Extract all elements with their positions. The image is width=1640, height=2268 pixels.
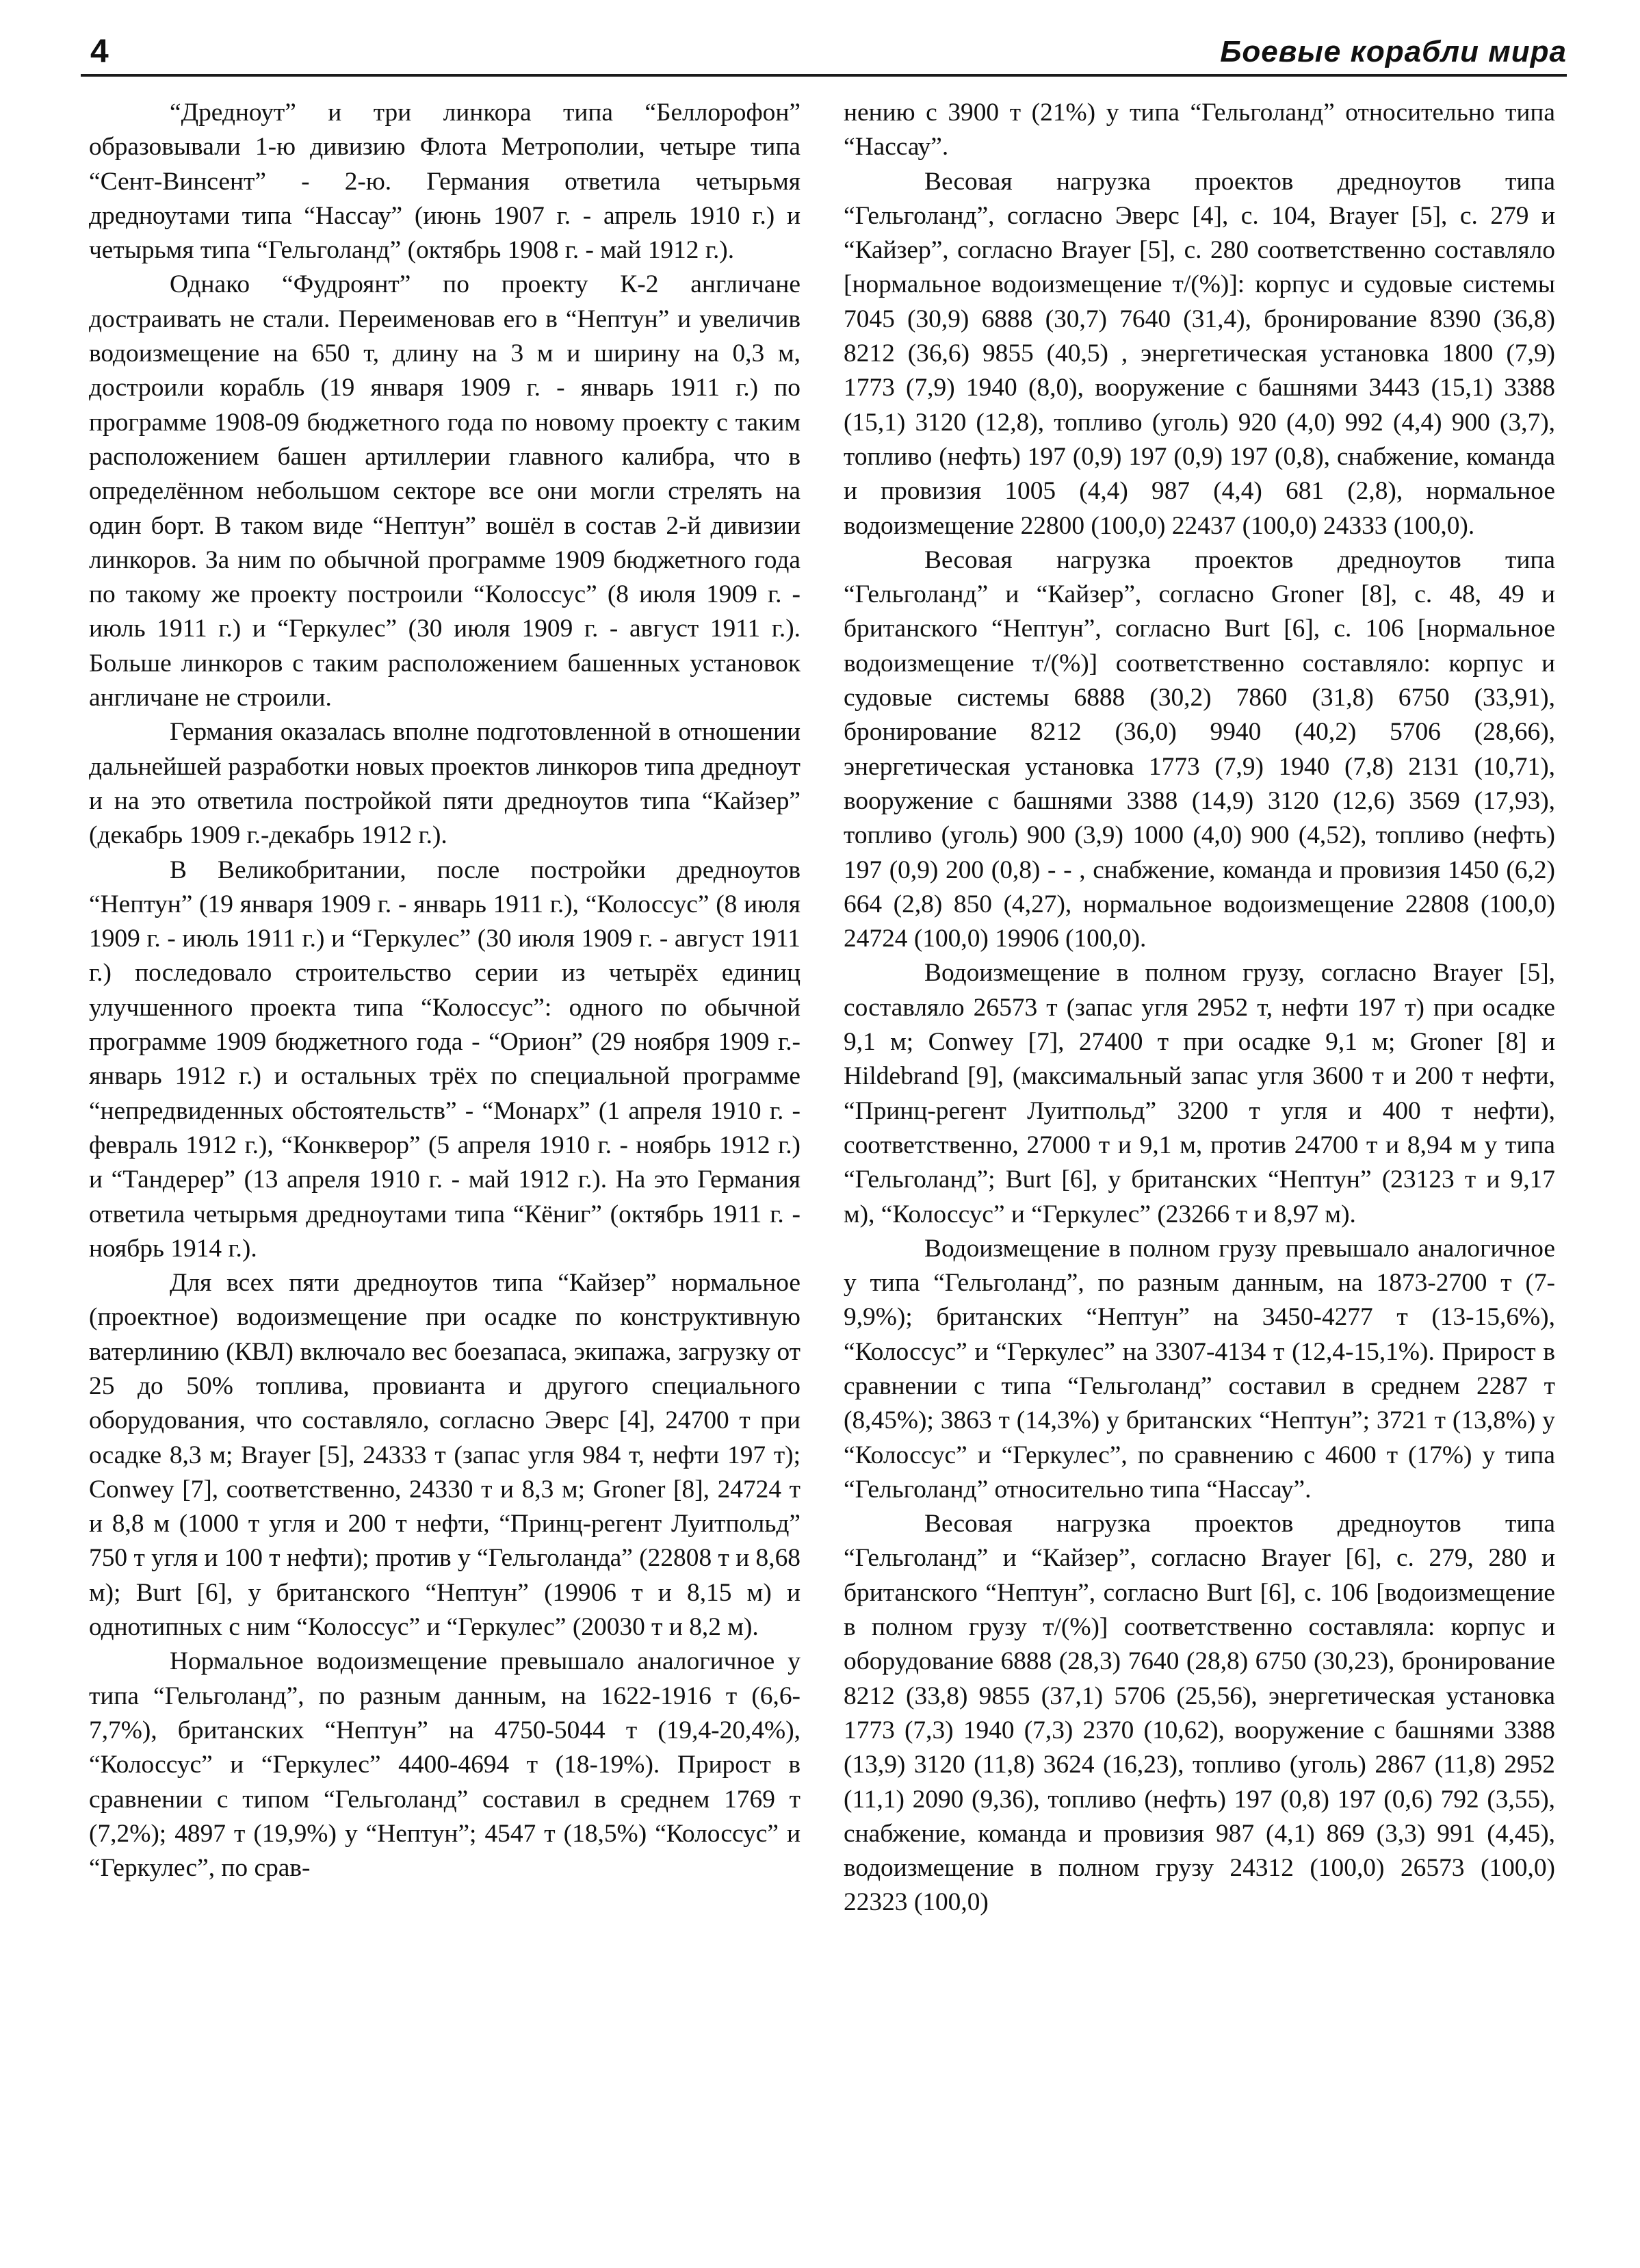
paragraph: В Великобритании, после постройки дредноутов “Нептун” (19 января 1909 г. - январь 1911 г.), “Колоссус” (8 июля 1909 г. - июль 1911 г.) и “Геркулес” (30 июля 1909 г. - август 1911 г.) последовало строительство серии из четырёх единиц улучшенного проекта типа “Колоссус”: одного по обычной программе 1909 бюджетного года - “Орион” (29 ноября 1909 г.- январь 1912 г.) и остальных трёх по специальной программе “непредвиденных обстоятельств” - “Монарх” (1 апреля 1910 г. - февраль 1912 г.), “Конкверор” (5 апреля 1910 г. - ноябрь 1912 г.) и “Тандерер” (13 апреля 1910 г. - май 1912 г.). На это Германия ответила четырьмя дредноутами типа “Кёниг” (октябрь 1911 г. - ноябрь 1914 г.). <box>89 855 801 1263</box>
paragraph: “Дредноут” и три линкора типа “Беллорофон” образовывали 1-ю дивизию Флота Метрополии, четыре типа “Сент-Винсент” - 2-ю. Германия ответила четырьмя дредноутами типа “Нассау” (июнь 1907 г. - апрель 1910 г.) и четырьмя типа “Гельголанд” (октябрь 1908 г. - май 1912 г.). <box>89 99 801 265</box>
paragraph: Водоизмещение в полном грузу, согласно Brayer [5], составляло 26573 т (запас угля 2952 т, нефти 197 т) при осадке 9,1 м; Conwey [7], 27400 т при осадке 9,1 м; Groner [8] и Hildebrand [9], (максимальный запас угля 3600 т и 200 т нефти, “Принц-регент Луитпольд” 3200 т угля и 400 т нефти), соответственно, 27000 т и 9,1 м, против 24700 т и 8,94 м у типа “Гельголанд”; Burt [6], у британских “Нептун” (23123 т и 9,17 м), “Колоссус” и “Геркулес” (23266 т и 8,97 м). <box>844 959 1555 1228</box>
paragraph: Весовая нагрузка проектов дредноутов типа “Гельголанд” и “Кайзер”, согласно Groner [8], с. 48, 49 и британского “Нептун”, согласно Burt [6], с. 106 [нормальное водоизмещение т/(%)] соответственно составляло: корпус и судовые системы 6888 (30,2) 7860 (31,8) 6750 (33,91), бронирование 8212 (36,0) 9940 (40,2) 5706 (28,66), энергетическая установка 1773 (7,9) 1940 (7,8) 2131 (10,71), вооружение с башнями 3388 (14,9) 3120 (12,6) 3569 (17,93), топливо (уголь) 900 (3,9) 1000 (4,0) 900 (4,52), топливо (нефть) 197 (0,9) 200 (0,8) - - , снабжение, команда и провизия 1450 (6,2) 664 (2,8) 850 (4,27), нормальное водоизмещение 22808 (100,0) 24724 (100,0) 19906 (100,0). <box>844 545 1555 953</box>
page-header <box>81 31 1567 77</box>
paragraph-continuation: нению с 3900 т (21%) у типа “Гельголанд” относительно типа “Нассау”. <box>844 99 1555 162</box>
left-column <box>89 96 801 1885</box>
paragraph: Однако “Фудроянт” по проекту К-2 англичане достраивать не стали. Переименовав его в “Нептун” и увеличив водоизмещение на 650 т, длину на 3 м и ширину на 0,3 м, достроили корабль (19 января 1909 г. - январь 1911 г.) по программе 1908-09 бюджетного года по новому проекту с таким расположением башен артиллерии главного калибра, что в определённом небольшом секторе все они могли стрелять на один борт. В таком виде “Нептун” вошёл в состав 2-й дивизии линкоров. За ним по обычной программе 1909 бюджетного года по такому же проекту построили “Колоссус” (8 июля 1909 г. - июль 1911 г.) и “Геркулес” (30 июля 1909 г. - август 1911 г.). Больше линкоров с таким расположением башенных установок англичане не строили. <box>89 270 801 712</box>
right-column <box>844 96 1555 1920</box>
paragraph: Нормальное водоизмещение превышало аналогичное у типа “Гельголанд”, по разным данным, на 1622-1916 т (6,6-7,7%), британских “Нептун” на 4750-5044 т (19,4-20,4%), “Колоссус” и “Геркулес” 4400-4694 т (18-19%). Прирост в сравнении с типом “Гельголанд” составил в среднем 1769 т (7,2%); 4897 т (19,9%) у “Нептун”; 4547 т (18,5%) “Колоссус” и “Геркулес”, по срав- <box>89 1647 801 1883</box>
paragraph: Для всех пяти дредноутов типа “Кайзер” нормальное (проектное) водоизмещение при осадке по конструктивную ватерлинию (КВЛ) включало вес боезапаса, экипажа, загрузку от 25 до 50% топлива, провианта и другого специального оборудования, что составляло, согласно Эверс [4], 24700 т при осадке 8,3 м; Brayer [5], 24333 т (запас угля 984 т, нефти 197 т); Conwey [7], соответственно, 24330 т и 8,3 м; Groner [8], 24724 т и 8,8 м (1000 т угля и 200 т нефти, “Принц-регент Луитпольд” 750 т угля и 100 т нефти); против у “Гельголанда” (22808 т и 8,68 м); Burt [6], у британского “Нептун” (19906 т и 8,15 м) и однотипных с ним “Колоссус” и “Геркулес” (20030 т и 8,2 м). <box>89 1269 801 1642</box>
paragraph: Весовая нагрузка проектов дредноутов типа “Гельголанд”, согласно Эверс [4], с. 104, Brayer [5], с. 279 и “Кайзер”, согласно Brayer [5], с. 280 соответственно составляло [нормальное водоизмещение т/(%)]: корпус и судовые системы 7045 (30,9) 6888 (30,7) 7640 (31,4), бронирование 8390 (36,8) 8212 (36,6) 9855 (40,5) , энергетическая установка 1800 (7,9) 1773 (7,9) 1940 (8,0), вооружение с башнями 3443 (15,1) 3388 (15,1) 3120 (12,8), топливо (уголь) 920 (4,0) 992 (4,4) 900 (3,7), топливо (нефть) 197 (0,9) 197 (0,9) 197 (0,8), снабжение, команда и провизия 1005 (4,4) 987 (4,4) 681 (2,8), нормальное водоизмещение 22800 (100,0) 22437 (100,0) 24333 (100,0). <box>844 167 1555 540</box>
page-number: 4 <box>90 34 109 70</box>
paragraph: Германия оказалась вполне подготовленной в отношении дальнейшей разработки новых проектов линкоров типа дредноут и на это ответила постройкой пяти дредноутов типа “Кайзер” (декабрь 1909 г.-декабрь 1912 г.). <box>89 718 801 850</box>
running-title: Боевые корабли мира <box>1220 35 1567 68</box>
paragraph: Весовая нагрузка проектов дредноутов типа “Гельголанд” и “Кайзер”, согласно Brayer [6], с. 279, 280 и британского “Нептун”, согласно Burt [6], с. 106 [водоизмещение в полном грузу т/(%)] соответственно составляла: корпус и оборудование 6888 (28,3) 7640 (28,8) 6750 (30,23), бронирование 8212 (33,8) 9855 (37,1) 5706 (25,56), энергетическая установка 1773 (7,3) 1940 (7,3) 2370 (10,62), вооружение с башнями 3388 (13,9) 3120 (11,8) 3624 (16,23), топливо (уголь) 2867 (11,8) 2952 (11,1) 2090 (9,36), топливо (нефть) 197 (0,8) 197 (0,6) 792 (3,55), снабжение, команда и провизия 987 (4,1) 869 (3,3) 991 (4,45), водоизмещение в полном грузу 24312 (100,0) 26573 (100,0) 22323 (100,0) <box>844 1510 1555 1917</box>
paragraph: Водоизмещение в полном грузу превышало аналогичное у типа “Гельголанд”, по разным данным, на 1873-2700 т (7-9,9%); британских “Нептун” на 3450-4277 т (13-15,6%), “Колоссус” и “Геркулес” на 3307-4134 т (12,4-15,1%). Прирост в сравнении с типа “Гельголанд” составил в среднем 2287 т (8,45%); 3863 т (14,3%) у британских “Нептун”; 3721 т (13,8%) у “Колоссус” и “Геркулес”, по сравнению с 4600 т (17%) у типа “Гельголанд” относительно типа “Нассау”. <box>844 1234 1555 1504</box>
